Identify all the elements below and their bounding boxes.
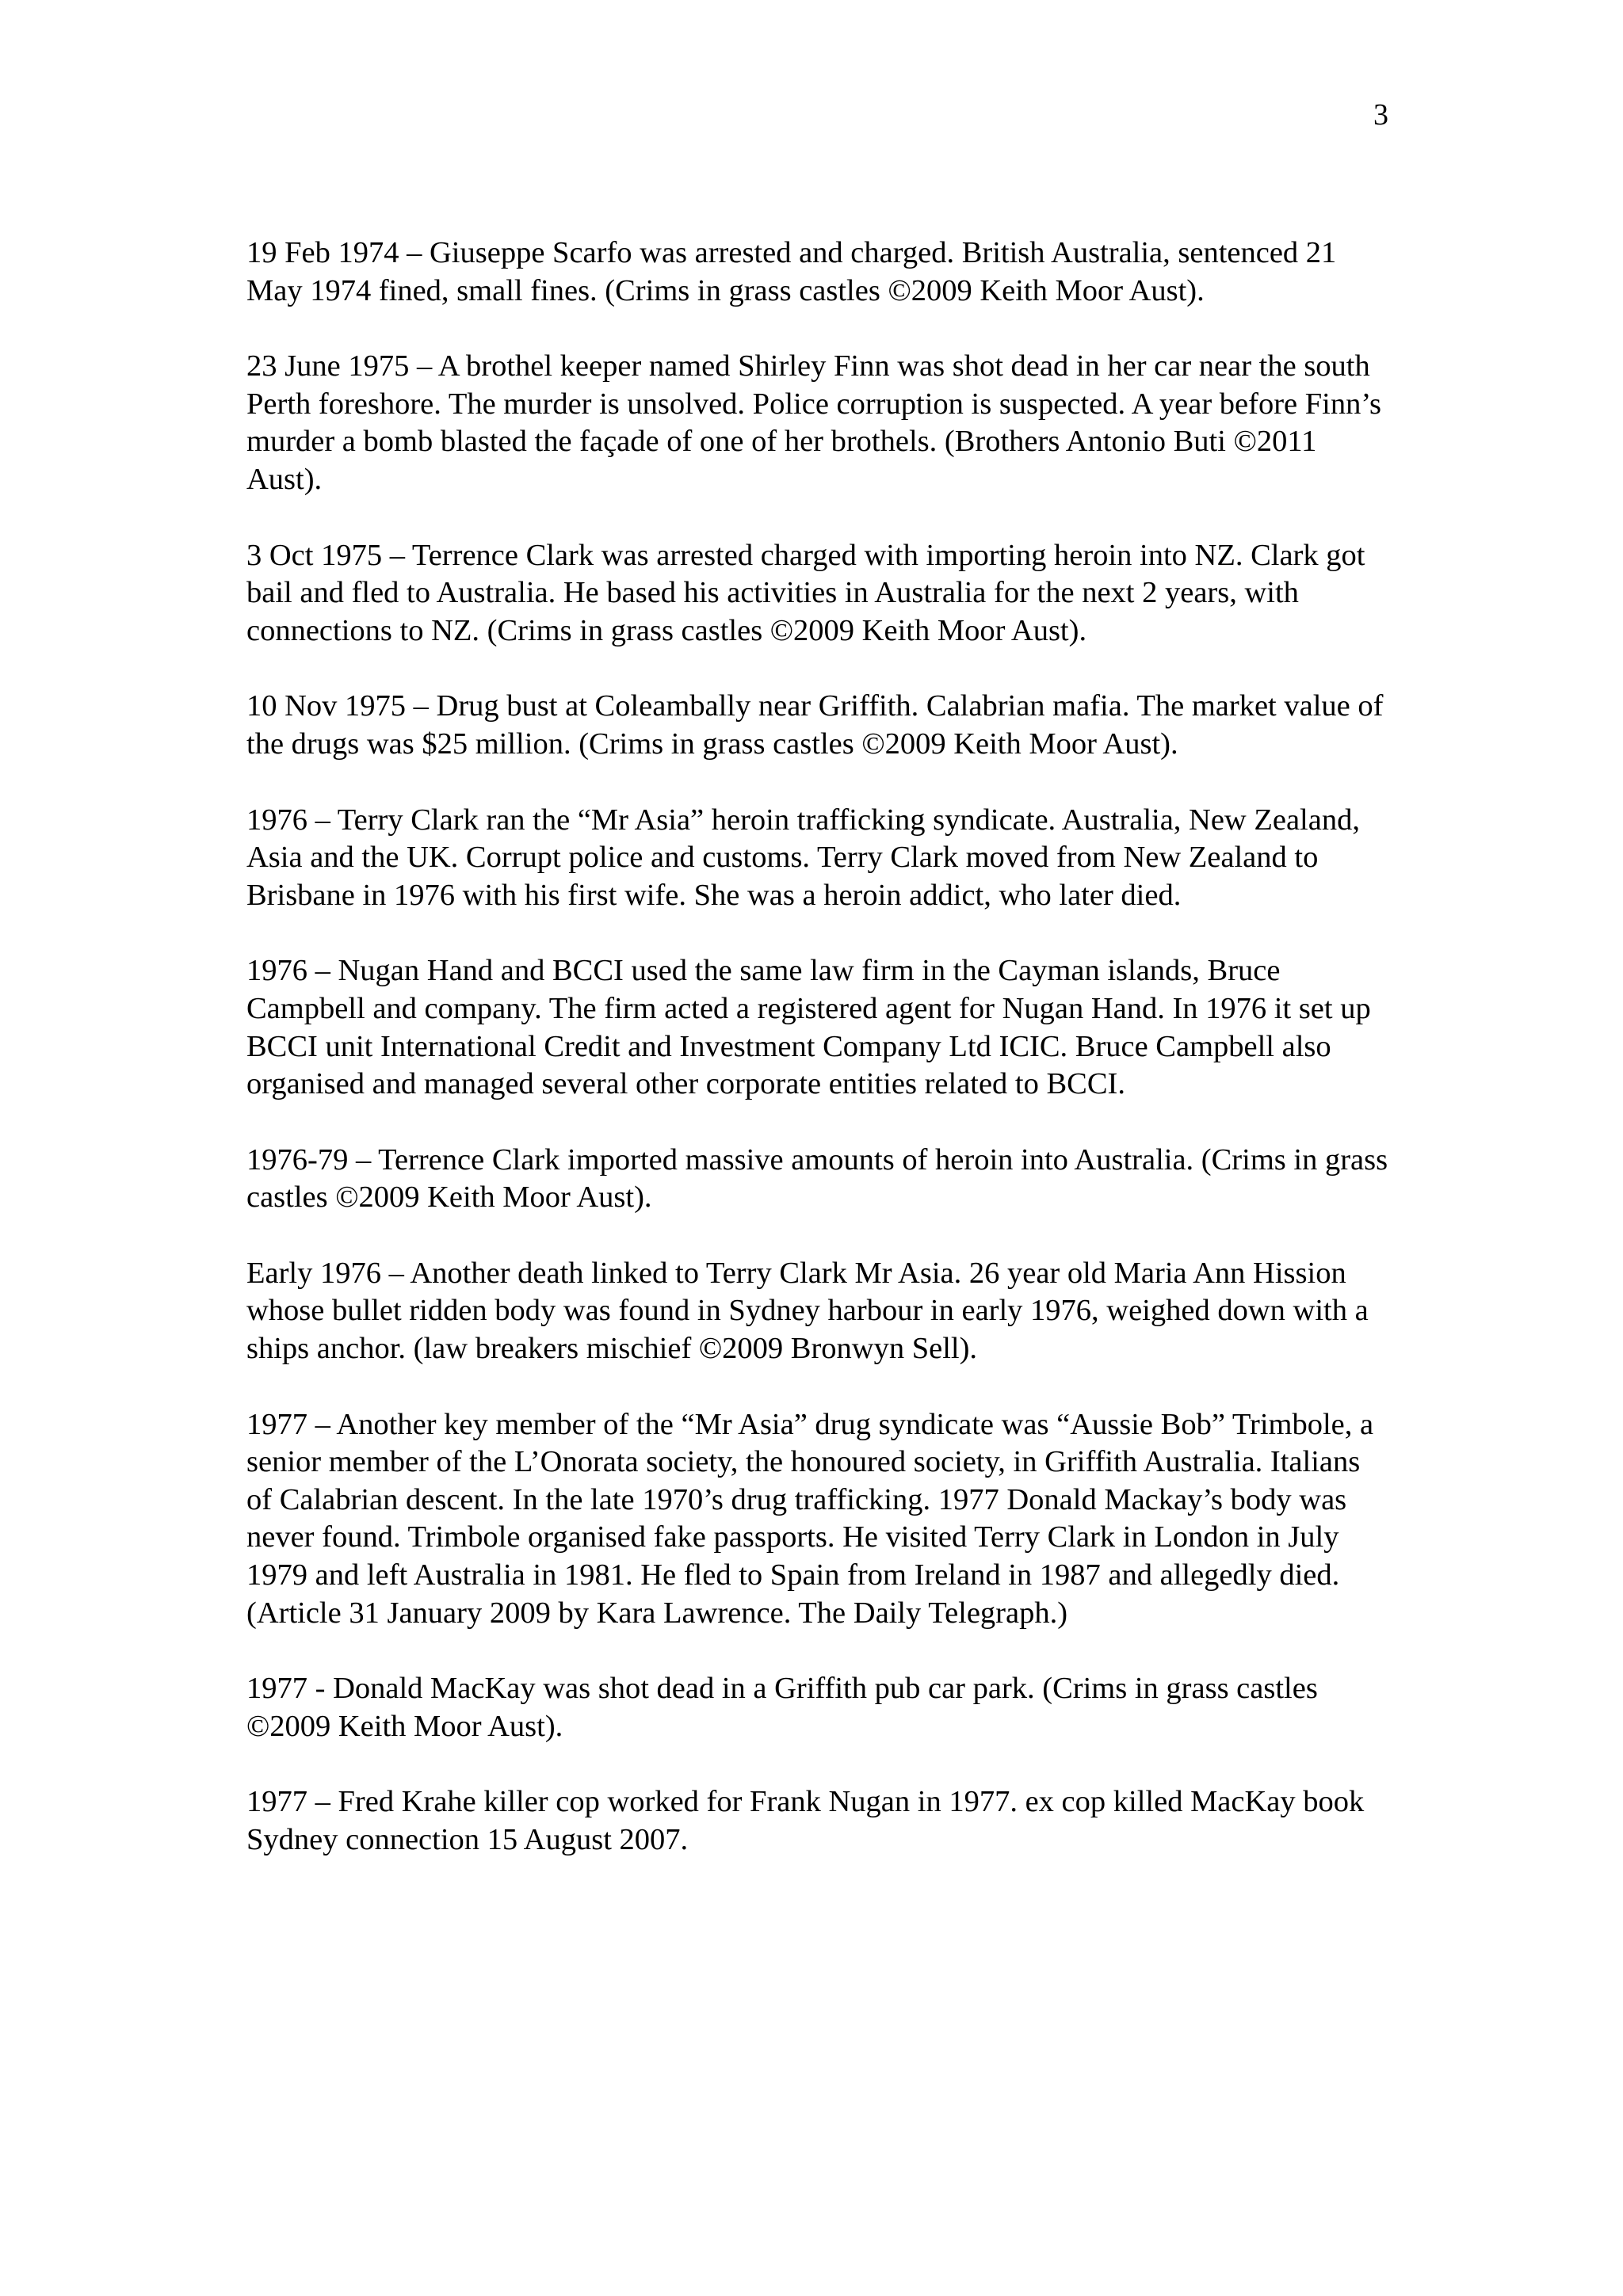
document-body	[246, 235, 1392, 1897]
timeline-entry: 3 Oct 1975 – Terrence Clark was arrested charged with importing heroin into NZ. Clark got bail and fled to Australia. He based his activities in Australia for the next 2 years, with connections to NZ. (Crims in grass castles ©2009 Keith Moor Aust).	[246, 538, 1365, 647]
page-number: 3	[1373, 98, 1388, 132]
timeline-entry: 1976 – Terry Clark ran the “Mr Asia” heroin trafficking syndicate. Australia, New Zealand, Asia and the UK. Corrupt police and customs. Terry Clark moved from New Zealand to Brisbane in 1976 with his first wife. She was a heroin addict, who later died.	[246, 803, 1360, 912]
timeline-entry: 23 June 1975 – A brothel keeper named Shirley Finn was shot dead in her car near the south Perth foreshore. The murder is unsolved. Police corruption is suspected. A year before Finn’s murder a bomb blasted the façade of one of her brothels. (Brothers Antonio Buti ©2011 Aust).	[246, 349, 1382, 496]
timeline-entry: 1977 - Donald MacKay was shot dead in a Griffith pub car park. (Crims in grass castles ©2009 Keith Moor Aust).	[246, 1672, 1318, 1743]
timeline-entry: 1977 – Another key member of the “Mr Asia” drug syndicate was “Aussie Bob” Trimbole, a senior member of the L’Onorata society, the honoured society, in Griffith Australia. Italians of Calabrian descent. In the late 1970’s drug trafficking. 1977 Donald Mackay’s body was never found. Trimbole organised fake passports. He visited Terry Clark in London in July 1979 and left Australia in 1981. He fled to Spain from Ireland in 1987 and allegedly died. (Article 31 January 2009 by Kara Lawrence. The Daily Telegraph.)	[246, 1407, 1374, 1630]
timeline-entry: 1976 – Nugan Hand and BCCI used the same law firm in the Cayman islands, Bruce Campbell and company. The firm acted a registered agent for Nugan Hand. In 1976 it set up BCCI unit International Credit and Investment Company Ltd ICIC. Bruce Campbell also organised and managed several other corporate entities related to BCCI.	[246, 954, 1371, 1101]
timeline-entry: 1977 – Fred Krahe killer cop worked for Frank Nugan in 1977. ex cop killed MacKay book Sydney connection 15 August 2007.	[246, 1785, 1365, 1856]
timeline-entry: 19 Feb 1974 – Giuseppe Scarfo was arrested and charged. British Australia, sentenced 21 May 1974 fined, small fines. (Crims in grass castles ©2009 Keith Moor Aust).	[246, 236, 1337, 307]
timeline-entry: 10 Nov 1975 – Drug bust at Coleambally near Griffith. Calabrian mafia. The market value of the drugs was $25 million. (Crims in grass castles ©2009 Keith Moor Aust).	[246, 689, 1384, 761]
timeline-entry: Early 1976 – Another death linked to Terry Clark Mr Asia. 26 year old Maria Ann Hission whose bullet ridden body was found in Sydney harbour in early 1976, weighed down with a ships anchor. (law breakers mischief ©2009 Bronwyn Sell).	[246, 1256, 1369, 1366]
timeline-entry: 1976-79 – Terrence Clark imported massive amounts of heroin into Australia. (Crims in grass castles ©2009 Keith Moor Aust).	[246, 1142, 1388, 1215]
